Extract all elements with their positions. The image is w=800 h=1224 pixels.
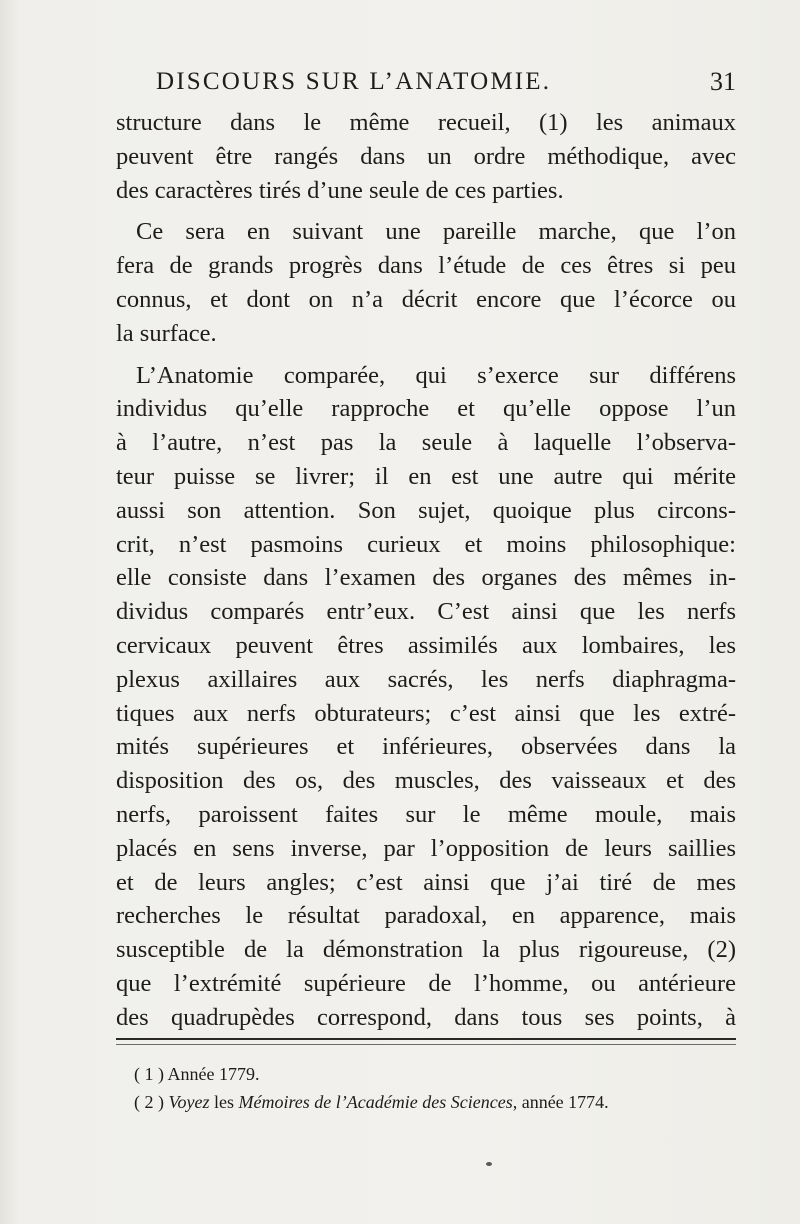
text-line: aussi son attention. Son sujet, quoique plus circons- bbox=[116, 496, 736, 524]
footnote-rule bbox=[116, 1038, 736, 1040]
text-line: et de leurs angles; c’est ainsi que j’ai tiré de mes bbox=[116, 868, 736, 896]
text-line: des caractères tirés d’une seule de ces parties. bbox=[116, 176, 564, 204]
footnote-2-marker: ( 2 ) bbox=[134, 1092, 164, 1112]
body-text bbox=[116, 106, 736, 1035]
text-line: à l’autre, n’est pas la seule à laquelle l’observa- bbox=[116, 429, 736, 457]
text-line: placés en sens inverse, par l’opposition de leurs saillies bbox=[116, 834, 736, 862]
text-line: teur puisse se livrer; il en est une autre qui mérite bbox=[116, 462, 736, 490]
footnotes bbox=[134, 1060, 734, 1116]
paragraph-gap bbox=[116, 207, 736, 215]
text-line: que l’extrémité supérieure de l’homme, ou antérieure bbox=[116, 969, 736, 997]
footnote-1 bbox=[134, 1060, 734, 1088]
text-line: individus qu’elle rapproche et qu’elle oppose l’un bbox=[116, 395, 736, 423]
text-line: fera de grands progrès dans l’étude de ces êtres si peu bbox=[116, 252, 736, 280]
paragraph-gap bbox=[116, 351, 736, 359]
text-line: dividus comparés entr’eux. C’est ainsi que les nerfs bbox=[116, 598, 736, 626]
text-line: L’Anatomie comparée, qui s’exerce sur différens bbox=[136, 361, 736, 389]
footnote-2 bbox=[134, 1088, 734, 1116]
text-line: elle consiste dans l’examen des organes des mêmes in- bbox=[116, 564, 736, 592]
footnote-2-les: les bbox=[213, 1092, 234, 1112]
text-line: connus, et dont on n’a décrit encore que l’écorce ou bbox=[116, 285, 736, 313]
text-line: plexus axillaires aux sacrés, les nerfs diaphragma- bbox=[116, 665, 736, 693]
text-line: Ce sera en suivant une pareille marche, que l’on bbox=[136, 218, 736, 246]
footnote-rule-thin bbox=[116, 1044, 736, 1045]
text-line: disposition des os, des muscles, des vaisseaux et des bbox=[116, 767, 736, 795]
page-header bbox=[156, 64, 736, 100]
footnote-2-voyez: Voyez bbox=[168, 1092, 210, 1112]
text-line: recherches le résultat paradoxal, en apparence, mais bbox=[116, 902, 736, 930]
text-line: nerfs, paroissent faites sur le même moule, mais bbox=[116, 800, 736, 828]
text-line: mités supérieures et inférieures, observées dans la bbox=[116, 733, 736, 761]
footnote-2-title: Mémoires de l’Académie des Sciences bbox=[238, 1092, 513, 1112]
text-line: cervicaux peuvent êtres assimilés aux lombaires, les bbox=[116, 631, 736, 659]
text-line: peuvent être rangés dans un ordre méthodique, avec bbox=[116, 142, 736, 170]
running-title: DISCOURS SUR L’ANATOMIE. bbox=[156, 68, 552, 95]
text-line: tiques aux nerfs obturateurs; c’est ainsi que les extré- bbox=[116, 699, 736, 727]
page-number: 31 bbox=[710, 67, 736, 96]
footnote-2-tail: , année 1774. bbox=[512, 1092, 609, 1112]
text-line: susceptible de la démonstration la plus rigoureuse, (2) bbox=[116, 936, 736, 964]
text-line: structure dans le même recueil, (1) les animaux bbox=[116, 109, 736, 136]
ink-speck bbox=[486, 1162, 492, 1166]
footnote-1-marker: ( 1 ) bbox=[134, 1064, 164, 1084]
footnote-1-text: Année 1779. bbox=[167, 1064, 260, 1084]
text-line: la surface. bbox=[116, 319, 217, 347]
text-line: des quadrupèdes correspond, dans tous ses points, à bbox=[116, 1003, 736, 1031]
text-line: crit, n’est pasmoins curieux et moins philosophique: bbox=[116, 530, 736, 558]
